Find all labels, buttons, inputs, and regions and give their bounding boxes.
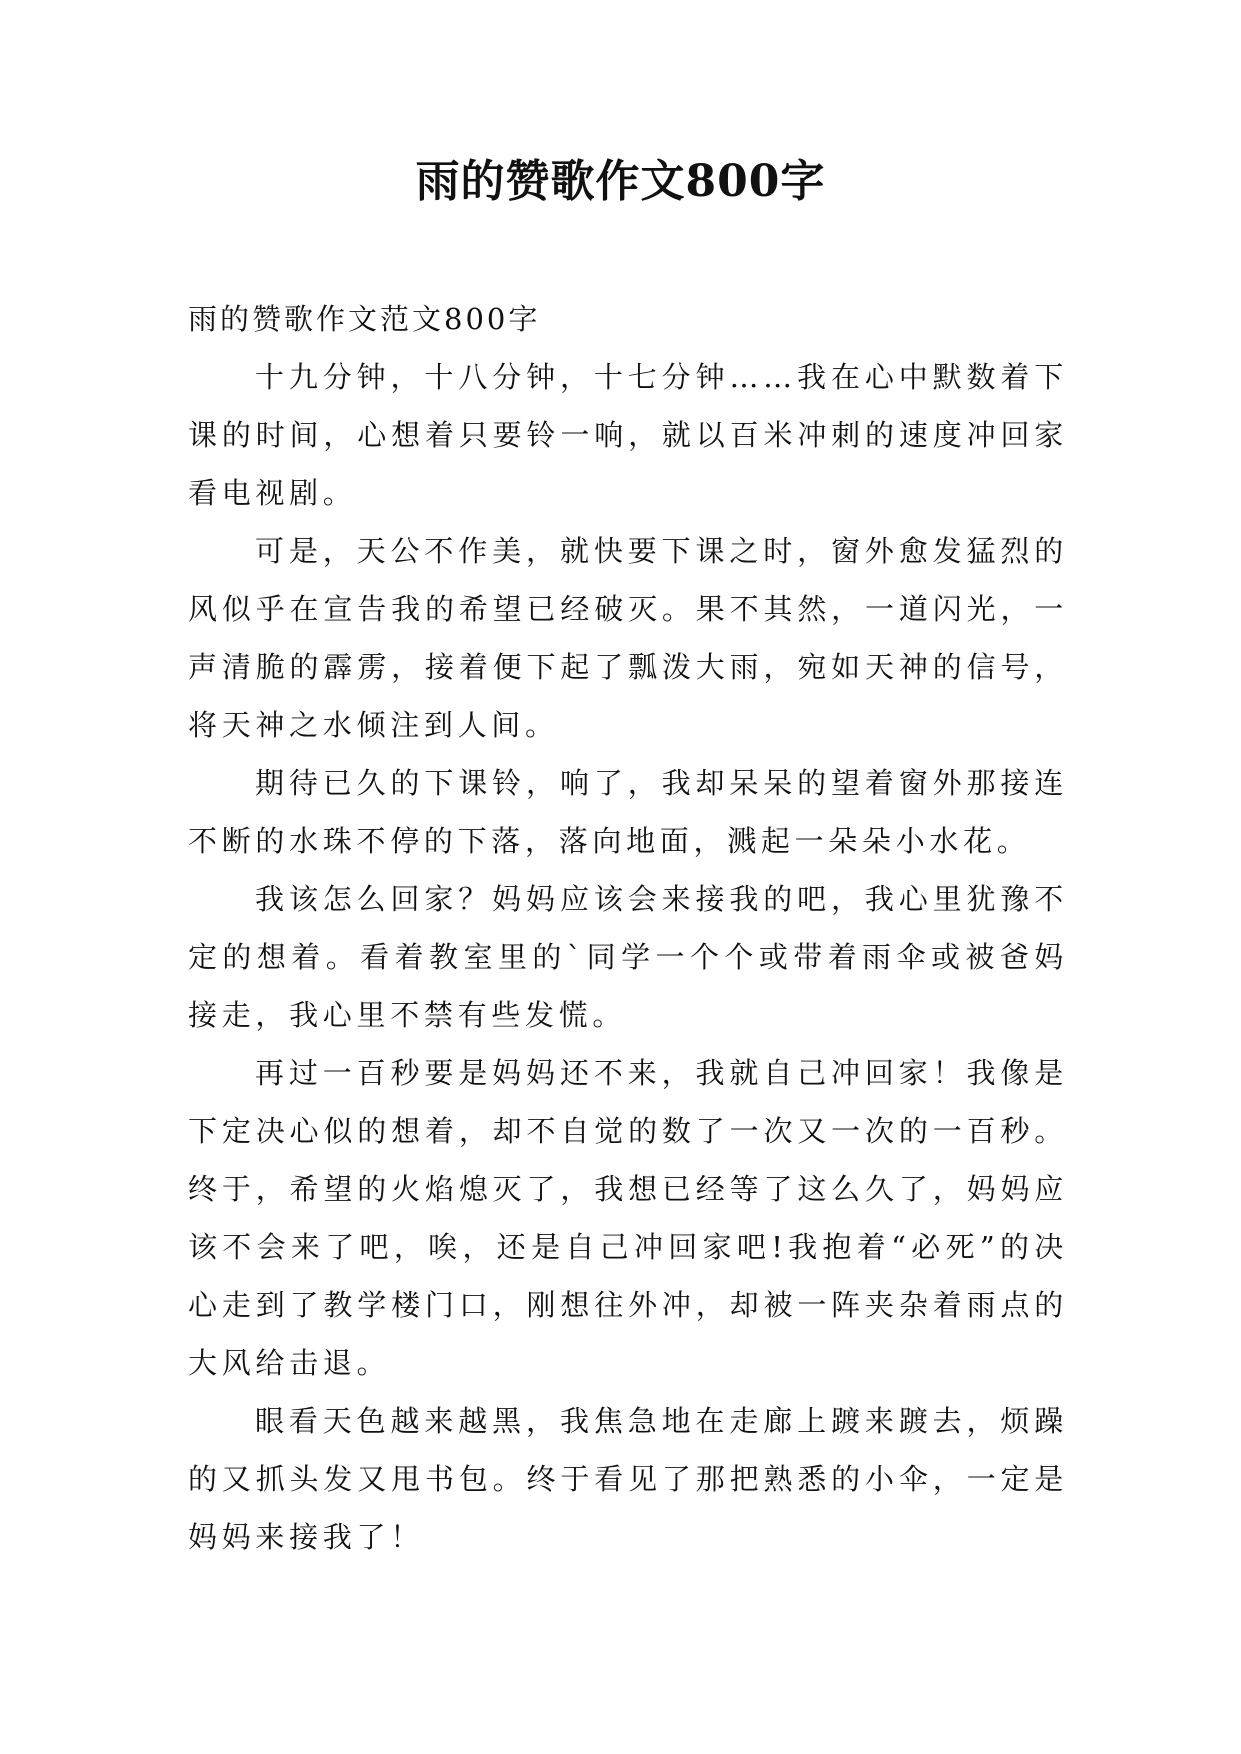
document-title: 雨的赞歌作文800字 (415, 156, 826, 207)
paragraph: 眼看天色越来越黑，我焦急地在走廊上踱来踱去，烦躁的又抓头发又甩书包。终于看见了那把熟悉的小伞，一定是妈妈来接我了！ (188, 1404, 1068, 1554)
paragraph: 期待已久的下课铃，响了，我却呆呆的望着窗外那接连不断的水珠不停的下落，落向地面，溅起一朵朵小水花。 (188, 766, 1068, 858)
paragraph: 可是，天公不作美，就快要下课之时，窗外愈发猛烈的风似乎在宣告我的希望已经破灭。果不其然，一道闪光，一声清脆的霹雳，接着便下起了瓢泼大雨，宛如天神的信号，将天神之水倾注到人间。 (188, 534, 1068, 742)
document-subtitle: 雨的赞歌作文范文800字 (188, 302, 541, 336)
paragraph: 我该怎么回家？妈妈应该会来接我的吧，我心里犹豫不定的想着。看着教室里的`同学一个个或带着雨伞或被爸妈接走，我心里不禁有些发慌。 (188, 882, 1068, 1032)
document-body (188, 290, 1068, 1566)
paragraph: 再过一百秒要是妈妈还不来，我就自己冲回家！我像是下定决心似的想着，却不自觉的数了一次又一次的一百秒。终于，希望的火焰熄灭了，我想已经等了这么久了，妈妈应该不会来了吧，唉，还是自己冲回家吧!我抱着“必死”的决心走到了教学楼门口，刚想往外冲，却被一阵夹杂着雨点的大风给击退。 (188, 1056, 1068, 1380)
paragraph: 十九分钟，十八分钟，十七分钟……我在心中默数着下课的时间，心想着只要铃一响，就以百米冲刺的速度冲回家看电视剧。 (188, 360, 1068, 510)
